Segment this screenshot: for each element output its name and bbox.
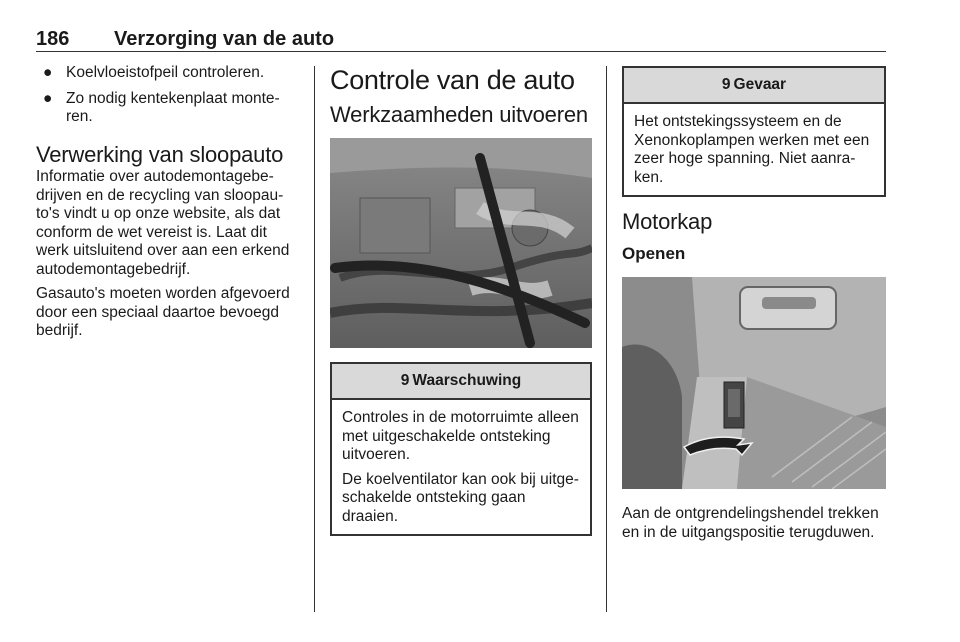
danger-header	[624, 68, 884, 104]
warning-title: Waarschuwing	[412, 372, 522, 389]
header-rule	[36, 51, 886, 52]
chapter-title: Controle van de auto	[330, 65, 575, 95]
warning-box	[330, 362, 592, 536]
engine-bay-illustration	[330, 138, 592, 348]
warning-paragraph-2: De koelventilator kan ook bij uitge- schakelde ontsteking gaan draaien.	[342, 470, 579, 525]
warning-triangle-icon: 9	[721, 76, 731, 93]
scrap-paragraph-1: Informatie over autodemontagebe- drijven en de recycling van sloopau- to's vindt u op onze website, als dat conform de wet vereist is. Laat dit werk uitsluitend over aan een erkend autodemontagebedrijf.	[36, 168, 290, 278]
hood-release-illustration	[622, 277, 886, 489]
list-item-text: Koelvloeistofpeil controleren.	[66, 64, 265, 81]
scrap-section-title: Verwerking van sloopauto	[36, 142, 284, 167]
danger-paragraph: Het ontstekingssysteem en de Xenonkoplampen werken met een zeer hoge spanning. Niet aanra- ken.	[634, 113, 870, 186]
motorkap-title: Motorkap	[622, 209, 713, 234]
bullet-icon: ●	[43, 90, 53, 107]
running-title: Verzorging van de auto	[114, 28, 335, 50]
danger-title: Gevaar	[733, 76, 787, 93]
column-divider	[314, 66, 315, 612]
page-header	[36, 27, 886, 51]
column-middle	[330, 64, 592, 536]
list-item-text: Zo nodig kentekenplaat monte- ren.	[66, 90, 280, 125]
column-right	[622, 64, 886, 542]
page-number: 186	[36, 28, 70, 50]
figure-caption: Aan de ontgrendelingshendel trekken en in de uitgangspositie terugduwen.	[622, 505, 879, 541]
scrap-paragraph-2: Gasauto's moeten worden afgevoerd door een speciaal daartoe bevoegd bedrijf.	[36, 285, 290, 339]
danger-body	[624, 104, 884, 195]
list-item	[36, 90, 300, 126]
warning-triangle-icon: 9	[400, 372, 410, 389]
section-title: Werkzaamheden uitvoeren	[330, 102, 588, 127]
warning-header	[332, 364, 590, 400]
column-divider	[606, 66, 607, 612]
list-item	[36, 64, 300, 82]
bullet-list	[36, 64, 300, 126]
warning-body	[332, 400, 590, 534]
warning-paragraph-1: Controles in de motorruimte alleen met uitgeschakelde ontsteking uitvoeren.	[342, 409, 579, 463]
danger-box	[622, 66, 886, 197]
bullet-icon: ●	[43, 64, 53, 81]
openen-subtitle: Openen	[622, 244, 686, 263]
column-left	[36, 64, 300, 341]
